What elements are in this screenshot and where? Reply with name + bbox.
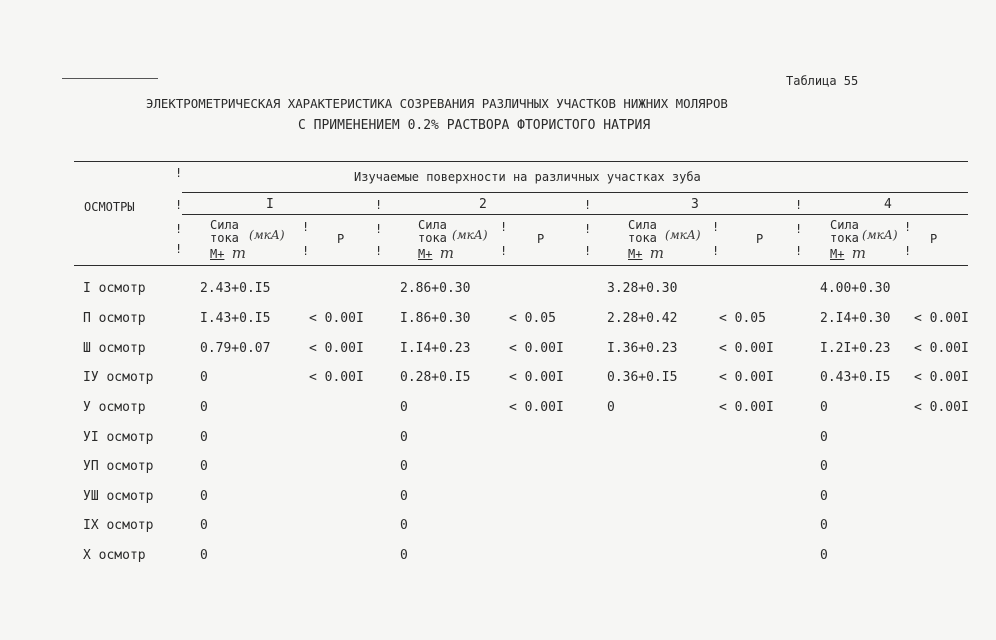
table-top-rule xyxy=(74,161,968,162)
header-sep: ! xyxy=(904,220,912,234)
mka-handwritten: (мкА) xyxy=(249,228,285,242)
toka-label: тока xyxy=(628,231,657,245)
header-sep: ! xyxy=(584,244,592,258)
m-pm-label: М+ m xyxy=(210,244,246,262)
p-cell: < 0.00I xyxy=(719,370,774,385)
p-cell: < 0.05 xyxy=(509,311,556,326)
value-cell: I.43+0.I5 xyxy=(200,311,271,326)
sila-label: Сила xyxy=(418,218,447,232)
toka-label: тока xyxy=(210,231,239,245)
toka-label: тока xyxy=(830,231,859,245)
p-cell: < 0.00I xyxy=(509,341,564,356)
p-cell: < 0.00I xyxy=(719,341,774,356)
value-cell: 0 xyxy=(820,489,828,504)
mka-handwritten: (мкА) xyxy=(862,228,898,242)
value-cell: 0.79+0.07 xyxy=(200,341,271,356)
value-cell: 0 xyxy=(200,459,208,474)
p-cell: < 0.00I xyxy=(509,370,564,385)
value-cell: 0.28+0.I5 xyxy=(400,370,471,385)
value-cell: 0.36+0.I5 xyxy=(607,370,678,385)
value-cell: 0 xyxy=(200,430,208,445)
title-line-1: ЭЛЕКТРОМЕТРИЧЕСКАЯ ХАРАКТЕРИСТИКА СОЗРЕВАНИЯ РАЗЛИЧНЫХ УЧАСТКОВ НИЖНИХ МОЛЯРОВ xyxy=(146,96,728,111)
value-cell: 2.I4+0.30 xyxy=(820,311,891,326)
section-number: I xyxy=(266,197,274,212)
header-sep: ! xyxy=(302,220,310,234)
p-label: Р xyxy=(337,232,345,246)
value-cell: 0 xyxy=(200,489,208,504)
value-cell: 0 xyxy=(200,370,208,385)
value-cell: 3.28+0.30 xyxy=(607,281,678,296)
header-sep: ! xyxy=(795,198,803,212)
value-cell: I.36+0.23 xyxy=(607,341,678,356)
header-sep: ! xyxy=(375,198,383,212)
p-cell: < 0.00I xyxy=(309,370,364,385)
value-cell: 0 xyxy=(400,459,408,474)
m-pm-label: М+ m xyxy=(418,244,454,262)
p-cell: < 0.00I xyxy=(914,370,969,385)
p-cell: < 0.00I xyxy=(914,341,969,356)
m-pm-label: М+ m xyxy=(830,244,866,262)
section-number: 2 xyxy=(479,197,487,212)
mka-handwritten: (мкА) xyxy=(665,228,701,242)
sila-label: Сила xyxy=(210,218,239,232)
value-cell: 0 xyxy=(400,489,408,504)
row-label: IУ осмотр xyxy=(83,370,154,385)
header-sep: ! xyxy=(712,220,720,234)
sila-label: Сила xyxy=(830,218,859,232)
p-cell: < 0.00I xyxy=(719,400,774,415)
value-cell: 0.43+0.I5 xyxy=(820,370,891,385)
value-cell: I.86+0.30 xyxy=(400,311,471,326)
value-cell: 0 xyxy=(820,548,828,563)
header-rule-1 xyxy=(182,192,968,193)
section-number: 4 xyxy=(884,197,892,212)
group-title: Изучаемые поверхности на различных участках зуба xyxy=(354,170,701,184)
row-label: П осмотр xyxy=(83,311,146,326)
title-line-2: С ПРИМЕНЕНИЕМ 0.2% РАСТВОРА ФТОРИСТОГО НАТРИЯ xyxy=(298,118,651,133)
top-left-rule xyxy=(62,78,158,79)
row-label: УI осмотр xyxy=(83,430,154,445)
header-sep: ! xyxy=(175,198,183,212)
value-cell: 0 xyxy=(820,518,828,533)
value-cell: 0 xyxy=(200,518,208,533)
p-label: Р xyxy=(756,232,764,246)
value-cell: 0 xyxy=(400,548,408,563)
value-cell: 0 xyxy=(200,400,208,415)
p-label: Р xyxy=(537,232,545,246)
p-cell: < 0.00I xyxy=(309,311,364,326)
toka-label: тока xyxy=(418,231,447,245)
value-cell: 0 xyxy=(820,430,828,445)
value-cell: 2.28+0.42 xyxy=(607,311,678,326)
value-cell: 2.43+0.I5 xyxy=(200,281,271,296)
mka-handwritten: (мкА) xyxy=(452,228,488,242)
row-header: ОСМОТРЫ xyxy=(84,200,135,214)
header-sep: ! xyxy=(175,222,183,236)
header-sep: ! xyxy=(175,166,183,180)
header-rule-2 xyxy=(182,214,968,215)
row-label: X осмотр xyxy=(83,548,146,563)
header-sep: ! xyxy=(500,220,508,234)
p-cell: < 0.05 xyxy=(719,311,766,326)
value-cell: I.I4+0.23 xyxy=(400,341,471,356)
row-label: I осмотр xyxy=(83,281,146,296)
header-sep: ! xyxy=(375,244,383,258)
row-label: УШ осмотр xyxy=(83,489,154,504)
value-cell: 4.00+0.30 xyxy=(820,281,891,296)
value-cell: 0 xyxy=(200,548,208,563)
header-sep: ! xyxy=(904,244,912,258)
row-label: УП осмотр xyxy=(83,459,154,474)
table-label: Таблица 55 xyxy=(786,74,859,88)
value-cell: 0 xyxy=(400,518,408,533)
p-cell: < 0.00I xyxy=(914,311,969,326)
header-sep: ! xyxy=(712,244,720,258)
value-cell: 0 xyxy=(400,400,408,415)
header-sep: ! xyxy=(795,244,803,258)
header-sep: ! xyxy=(175,242,183,256)
value-cell: 0 xyxy=(820,400,828,415)
header-sep: ! xyxy=(584,198,592,212)
p-cell: < 0.00I xyxy=(914,400,969,415)
header-sep: ! xyxy=(500,244,508,258)
header-sep: ! xyxy=(302,244,310,258)
row-label: У осмотр xyxy=(83,400,146,415)
section-number: 3 xyxy=(691,197,699,212)
p-label: Р xyxy=(930,232,938,246)
p-cell: < 0.00I xyxy=(309,341,364,356)
value-cell: 2.86+0.30 xyxy=(400,281,471,296)
value-cell: 0 xyxy=(820,459,828,474)
row-label: Ш осмотр xyxy=(83,341,146,356)
header-sep: ! xyxy=(375,222,383,236)
value-cell: 0 xyxy=(400,430,408,445)
value-cell: I.2I+0.23 xyxy=(820,341,891,356)
m-pm-label: М+ m xyxy=(628,244,664,262)
row-label: IX осмотр xyxy=(83,518,154,533)
header-sep: ! xyxy=(584,222,592,236)
p-cell: < 0.00I xyxy=(509,400,564,415)
value-cell: 0 xyxy=(607,400,615,415)
table-header-bottom-rule xyxy=(74,265,968,266)
header-sep: ! xyxy=(795,222,803,236)
sila-label: Сила xyxy=(628,218,657,232)
